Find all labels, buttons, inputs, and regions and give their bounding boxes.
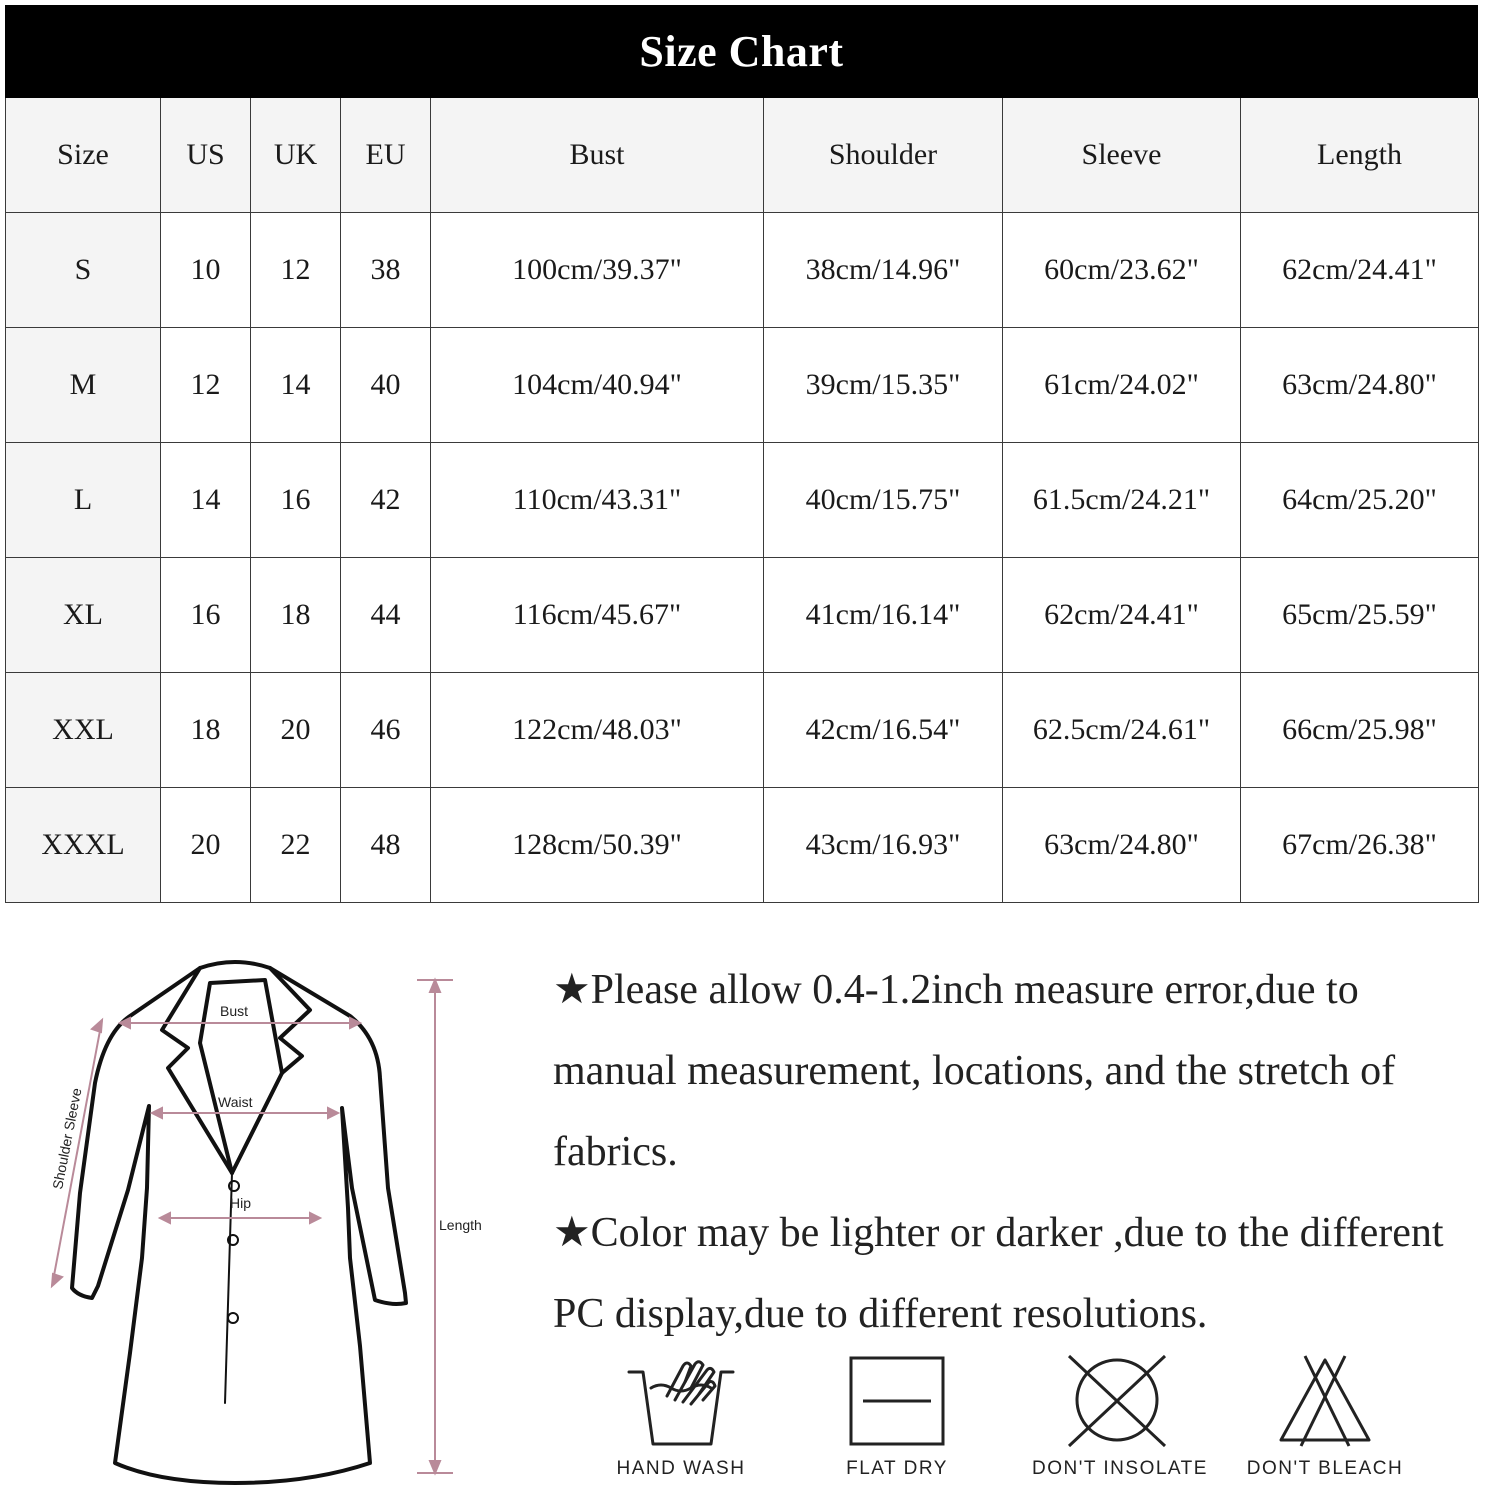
- eu-cell: 44: [341, 558, 431, 673]
- length-cell: 66cm/25.98": [1241, 673, 1479, 788]
- bust-label: Bust: [220, 1003, 249, 1019]
- eu-cell: 42: [341, 443, 431, 558]
- shoulder-cell: 43cm/16.93": [764, 788, 1003, 903]
- header-us: US: [161, 98, 251, 213]
- bust-cell: 122cm/48.03": [431, 673, 764, 788]
- uk-cell: 12: [251, 213, 341, 328]
- us-cell: 18: [161, 673, 251, 788]
- table-row: [6, 558, 1479, 673]
- flat-dry-label: FLAT DRY: [846, 1458, 948, 1479]
- uk-cell: 20: [251, 673, 341, 788]
- bust-cell: 100cm/39.37": [431, 213, 764, 328]
- care-hand-wash: [596, 1352, 766, 1500]
- header-row: [6, 98, 1479, 213]
- header-size: Size: [6, 98, 161, 213]
- hand-wash-label: HAND WASH: [616, 1458, 746, 1479]
- shoulder-cell: 38cm/14.96": [764, 213, 1003, 328]
- dont-bleach-label: DON'T BLEACH: [1246, 1458, 1404, 1479]
- sleeve-cell: 62cm/24.41": [1003, 558, 1241, 673]
- dont-bleach-icon: [1265, 1352, 1385, 1452]
- size-cell: XXXL: [6, 788, 161, 903]
- sleeve-cell: 61cm/24.02": [1003, 328, 1241, 443]
- eu-cell: 38: [341, 213, 431, 328]
- shoulder-cell: 39cm/15.35": [764, 328, 1003, 443]
- note-color: ★Color may be lighter or darker ,due to the different PC display,due to different resolutions.: [553, 1210, 1444, 1337]
- hand-wash-icon: [621, 1352, 741, 1452]
- length-cell: 65cm/25.59": [1241, 558, 1479, 673]
- us-cell: 10: [161, 213, 251, 328]
- size-cell: S: [6, 213, 161, 328]
- dont-insolate-icon: [1057, 1352, 1177, 1452]
- care-dont-insolate: [1032, 1352, 1208, 1500]
- uk-cell: 18: [251, 558, 341, 673]
- length-cell: 62cm/24.41": [1241, 213, 1479, 328]
- us-cell: 16: [161, 558, 251, 673]
- us-cell: 14: [161, 443, 251, 558]
- flat-dry-icon: [837, 1352, 957, 1452]
- shoulder-cell: 42cm/16.54": [764, 673, 1003, 788]
- length-cell: 64cm/25.20": [1241, 443, 1479, 558]
- length-cell: 67cm/26.38": [1241, 788, 1479, 903]
- sleeve-cell: 60cm/23.62": [1003, 213, 1241, 328]
- waist-label: Waist: [218, 1094, 253, 1110]
- table-row: [6, 673, 1479, 788]
- table-row: [6, 213, 1479, 328]
- size-cell: M: [6, 328, 161, 443]
- sleeve-cell: 61.5cm/24.21": [1003, 443, 1241, 558]
- size-cell: XL: [6, 558, 161, 673]
- eu-cell: 40: [341, 328, 431, 443]
- hip-label: Hip: [230, 1195, 252, 1211]
- shoulder-sleeve-label: Shoulder Sleeve: [49, 1086, 85, 1191]
- note-measure-error: ★Please allow 0.4-1.2inch measure error,due to manual measurement, locations, and the stretch of fabrics.: [553, 967, 1396, 1175]
- header-eu: EU: [341, 98, 431, 213]
- title-bar: [5, 5, 1478, 98]
- table-row: [6, 788, 1479, 903]
- notes: [553, 950, 1483, 1355]
- uk-cell: 16: [251, 443, 341, 558]
- header-shoulder: Shoulder: [764, 98, 1003, 213]
- us-cell: 20: [161, 788, 251, 903]
- uk-cell: 22: [251, 788, 341, 903]
- care-flat-dry: [812, 1352, 982, 1500]
- dont-insolate-label: DON'T INSOLATE: [1032, 1458, 1208, 1479]
- coat-measurement-diagram: [20, 958, 500, 1498]
- us-cell: 12: [161, 328, 251, 443]
- bust-cell: 128cm/50.39": [431, 788, 764, 903]
- header-sleeve: Sleeve: [1003, 98, 1241, 213]
- header-length: Length: [1241, 98, 1479, 213]
- chart-title: Size Chart: [639, 27, 844, 76]
- shoulder-cell: 40cm/15.75": [764, 443, 1003, 558]
- size-table: [5, 98, 1479, 903]
- header-bust: Bust: [431, 98, 764, 213]
- bust-cell: 116cm/45.67": [431, 558, 764, 673]
- bust-cell: 110cm/43.31": [431, 443, 764, 558]
- sleeve-cell: 63cm/24.80": [1003, 788, 1241, 903]
- sleeve-cell: 62.5cm/24.61": [1003, 673, 1241, 788]
- table-row: [6, 328, 1479, 443]
- header-uk: UK: [251, 98, 341, 213]
- length-label: Length: [439, 1217, 482, 1233]
- size-cell: XXL: [6, 673, 161, 788]
- eu-cell: 46: [341, 673, 431, 788]
- uk-cell: 14: [251, 328, 341, 443]
- length-cell: 63cm/24.80": [1241, 328, 1479, 443]
- care-dont-bleach: [1240, 1352, 1410, 1500]
- coat-outline-icon: [72, 962, 406, 1483]
- shoulder-cell: 41cm/16.14": [764, 558, 1003, 673]
- size-cell: L: [6, 443, 161, 558]
- eu-cell: 48: [341, 788, 431, 903]
- bust-cell: 104cm/40.94": [431, 328, 764, 443]
- table-row: [6, 443, 1479, 558]
